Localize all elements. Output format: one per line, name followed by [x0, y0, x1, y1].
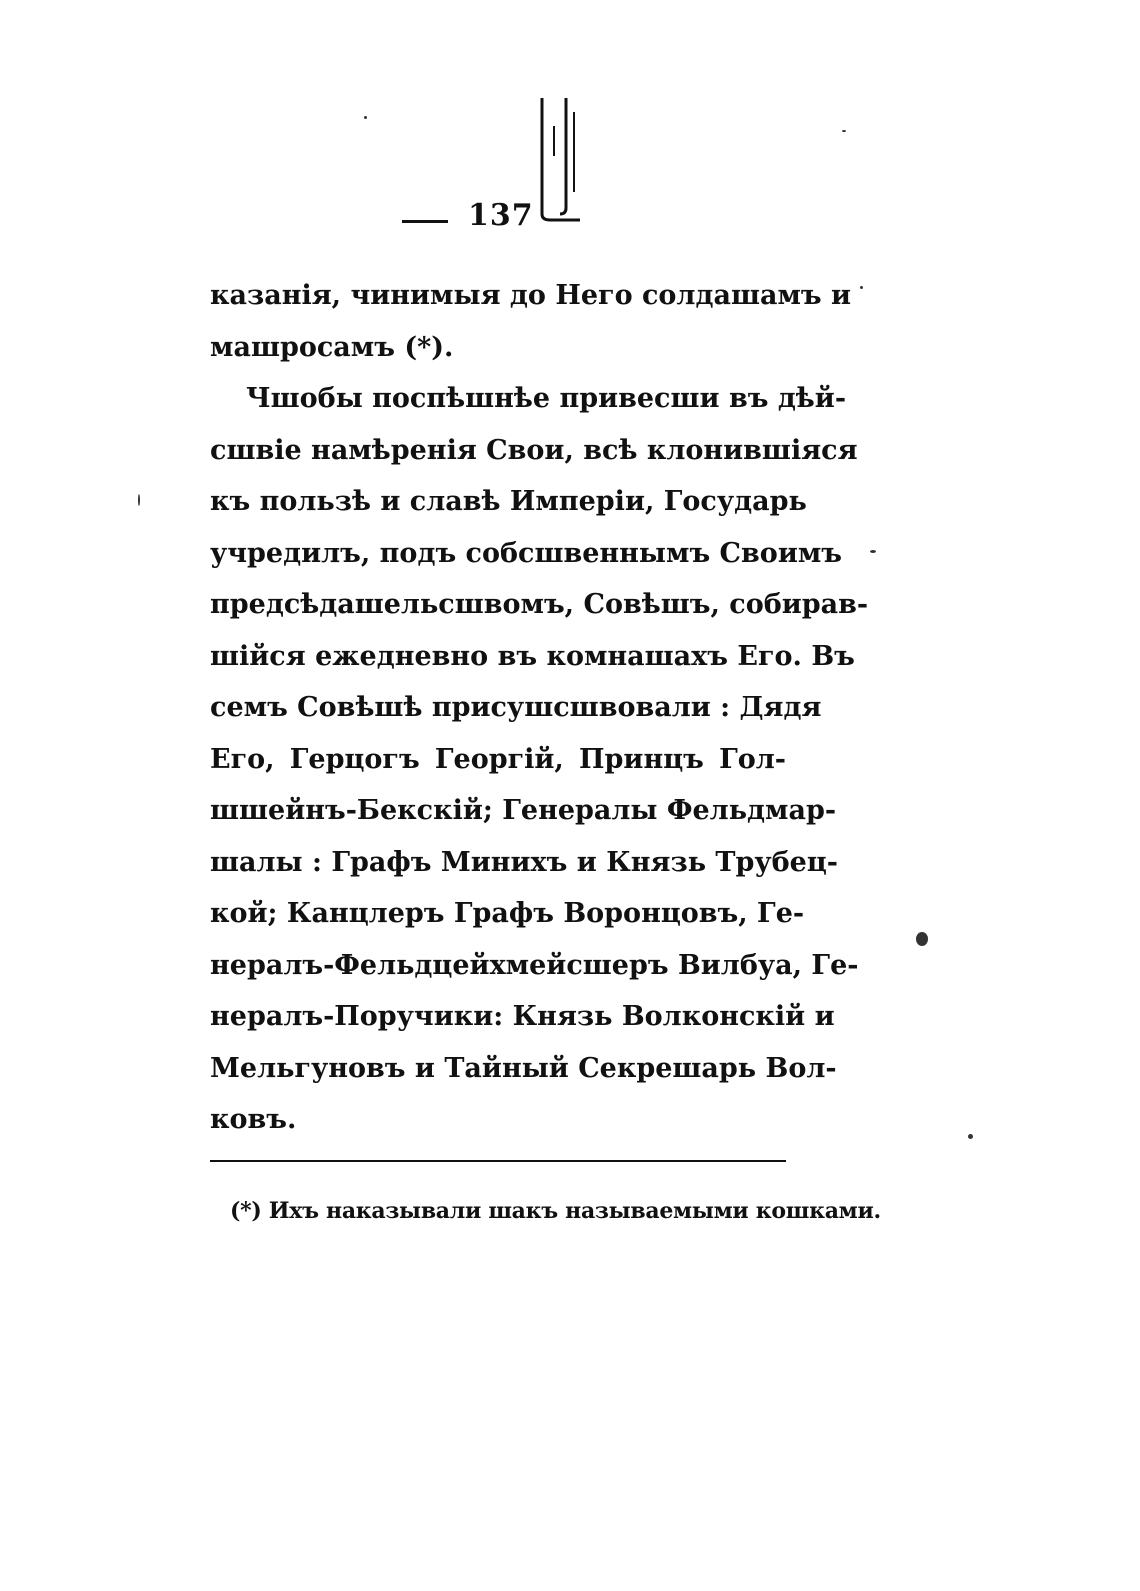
ink-speck: [916, 932, 928, 946]
text-line-13: кой; Канцлеръ Графъ Воронцовъ, Ге-: [210, 898, 805, 929]
text-line-2: машросамъ (*).: [210, 331, 454, 363]
text-line-10: Его, Герцогъ Георгій, Принцъ Гол-: [210, 743, 786, 775]
ink-speck: [870, 550, 876, 553]
text-line-5: къ пользѣ и славѣ Имперіи, Государь: [210, 486, 807, 517]
ink-speck: [968, 1134, 973, 1139]
ink-speck: [364, 116, 367, 119]
ink-speck: [860, 286, 863, 289]
text-line-4: сшвіе намѣренія Свои, всѣ клонившіяся: [210, 434, 858, 466]
text-line-16: Мельгуновъ и Тайный Секрешарь Вол-: [210, 1052, 837, 1084]
footnote: (*) Ихъ наказывали шакъ называемыми кошками.: [230, 1198, 881, 1224]
text-line-12: шалы : Графъ Минихъ и Князь Трубец-: [210, 846, 839, 878]
body-text: [210, 270, 869, 1146]
header-dash: [402, 220, 448, 223]
text-line-8: шійся ежедневно въ комнашахъ Его. Въ: [210, 640, 855, 672]
text-line-11: шшейнъ-Бекскій; Генералы Фельдмар-: [210, 795, 837, 826]
text-line-7: предсѣдашельсшвомъ, Совѣшъ, собирав-: [210, 589, 869, 620]
page-header: [402, 198, 542, 242]
text-line-14: нералъ-Фельдцейхмейсшеръ Вилбуа, Ге-: [210, 949, 859, 981]
text-line-1: казанія, чинимыя до Него солдашамъ и: [210, 280, 852, 311]
margin-bracket-mark: [536, 96, 582, 228]
text-line-6: учредилъ, подъ собсшвеннымъ Своимъ: [210, 537, 843, 569]
footnote-rule: [210, 1160, 786, 1162]
text-line-17: ковъ.: [210, 1104, 297, 1135]
page-number: 137: [468, 198, 534, 233]
ink-speck: [842, 130, 846, 132]
text-line-9: семъ Совѣшѣ присушсшвовали : Дядя: [210, 692, 822, 723]
ink-speck: [138, 494, 140, 506]
text-line-15: нералъ-Поручики: Князь Волконскій и: [210, 1001, 835, 1032]
text-line-3: Чшобы поспѣшнѣе привесши въ дѣй-: [246, 383, 847, 414]
